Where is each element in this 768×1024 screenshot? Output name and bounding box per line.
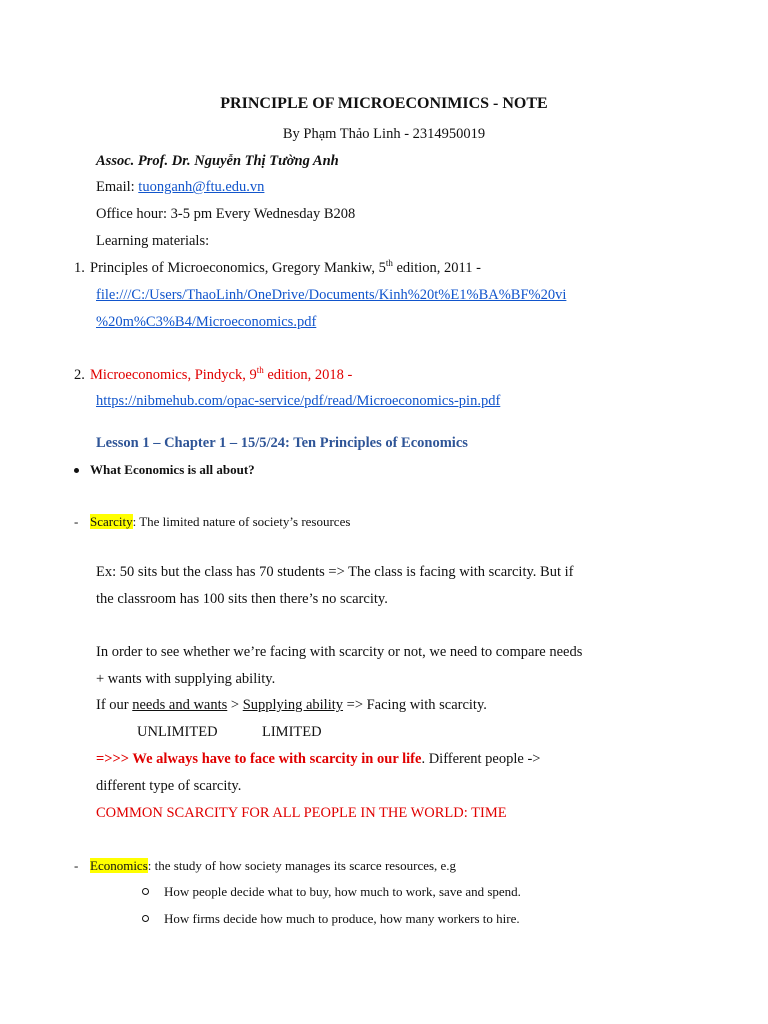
- circle-bullet-icon: [142, 888, 149, 895]
- always-scarcity-line: =>>> We always have to face with scarcity in our life. Different people ->: [96, 751, 541, 767]
- unlimited-label: UNLIMITED: [137, 724, 218, 740]
- material-1-link-line1[interactable]: file:///C:/Users/ThaoLinh/OneDrive/Documents/Kinh%20t%E1%BA%BF%20vi: [96, 287, 567, 303]
- email-line: [96, 178, 264, 196]
- material-2-number: 2.: [74, 367, 85, 383]
- scarcity-example-line2: the classroom has 100 sits then there’s no scarcity.: [96, 591, 388, 607]
- common-scarcity-line: COMMON SCARCITY FOR ALL PEOPLE IN THE WORLD: TIME: [96, 805, 507, 821]
- scarcity-term: Scarcity: [90, 514, 133, 529]
- scarcity-if-line: If our needs and wants > Supplying ability => Facing with scarcity.: [96, 697, 487, 713]
- office-hour: Office hour: 3-5 pm Every Wednesday B208: [96, 206, 356, 222]
- dash-marker: -: [74, 858, 79, 873]
- bullet-dot-icon: [74, 468, 79, 473]
- scarcity-compare-line2: + wants with supplying ability.: [96, 671, 276, 687]
- material-1-number: 1.: [74, 260, 85, 276]
- material-2-link[interactable]: https://nibmehub.com/opac-service/pdf/read/Microeconomics-pin.pdf: [96, 393, 501, 409]
- economics-item-2: How firms decide how much to produce, how many workers to hire.: [164, 911, 520, 926]
- lesson-heading: Lesson 1 – Chapter 1 – 15/5/24: Ten Principles of Economics: [96, 435, 468, 451]
- bullet-heading: What Economics is all about?: [90, 462, 255, 477]
- email-link[interactable]: tuonganh@ftu.edu.vn: [138, 179, 265, 195]
- needs-and-wants: needs and wants: [132, 697, 228, 713]
- dash-marker: -: [74, 514, 79, 529]
- material-1-link-line2[interactable]: %20m%C3%B4/Microeconomics.pdf: [96, 314, 317, 330]
- byline: By Phạm Thảo Linh - 2314950019: [282, 126, 486, 142]
- scarcity-example-line1: Ex: 50 sits but the class has 70 students => The class is facing with scarcity. But if: [96, 564, 574, 580]
- limited-label: LIMITED: [262, 724, 322, 740]
- circle-bullet-icon: [142, 915, 149, 922]
- document-title: PRINCIPLE OF MICROECONIMICS - NOTE: [220, 95, 548, 112]
- scarcity-definition: Scarcity: The limited nature of society’s resources: [90, 514, 351, 529]
- material-1-title: Principles of Microeconomics, Gregory Mankiw, 5th edition, 2011 -: [90, 258, 481, 276]
- material-2-title: Microeconomics, Pindyck, 9th edition, 2018 -: [90, 365, 353, 383]
- economics-definition: Economics: the study of how society manages its scarce resources, e.g: [90, 858, 457, 873]
- always-scarcity-emphasis: =>>> We always have to face with scarcity in our life: [96, 751, 422, 767]
- economics-term: Economics: [90, 858, 148, 873]
- supplying-ability: Supplying ability: [242, 697, 344, 713]
- email-label: Email:: [96, 179, 139, 195]
- learning-materials-label: Learning materials:: [96, 233, 210, 249]
- economics-item-1: How people decide what to buy, how much to work, save and spend.: [164, 884, 521, 899]
- different-type-line: different type of scarcity.: [96, 778, 242, 794]
- scarcity-compare-line1: In order to see whether we’re facing with scarcity or not, we need to compare needs: [96, 644, 583, 660]
- lecturer-name: Assoc. Prof. Dr. Nguyễn Thị Tường Anh: [96, 153, 339, 169]
